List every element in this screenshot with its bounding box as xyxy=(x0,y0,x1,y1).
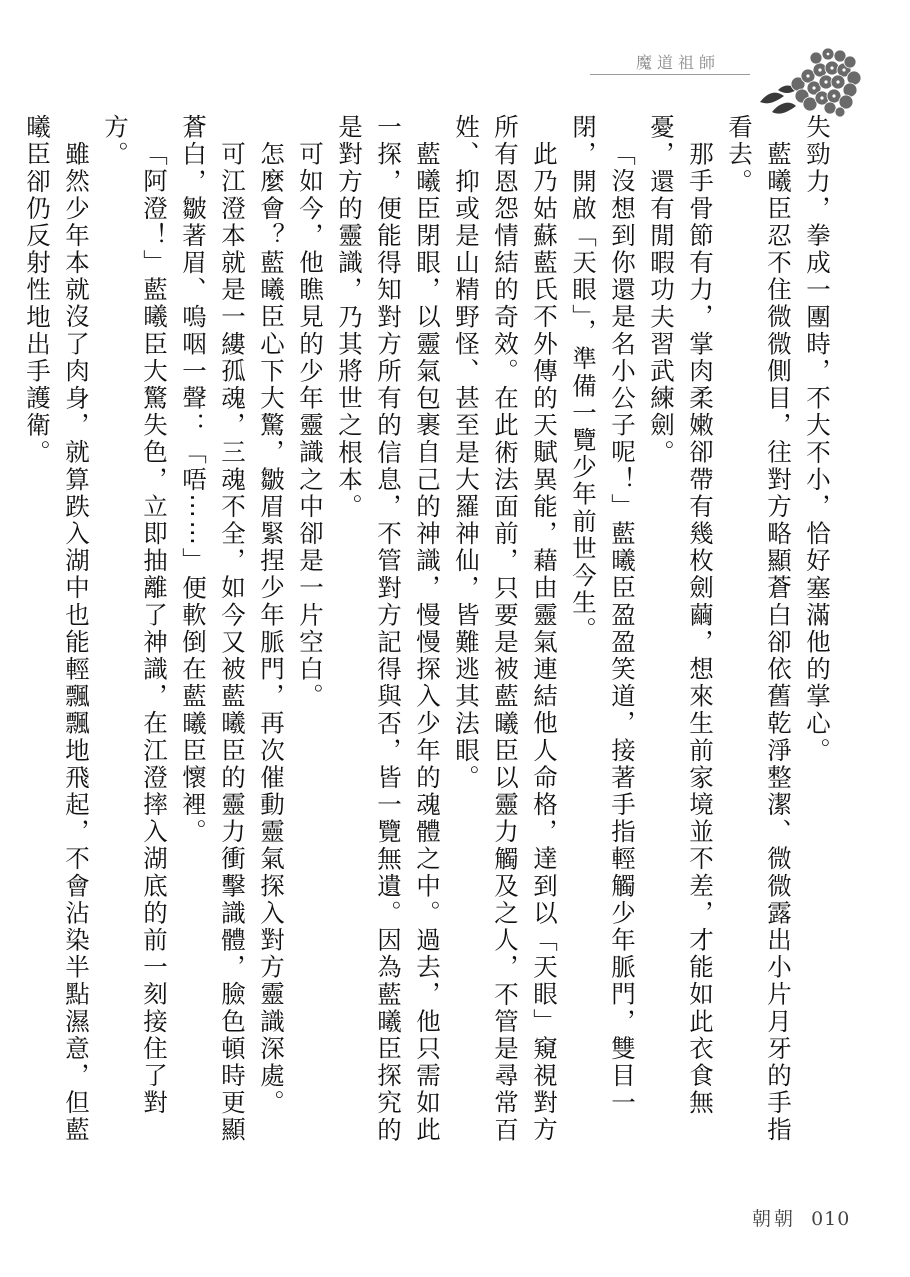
book-title: 魔道祖師 xyxy=(635,53,720,72)
paragraph-8: 怎麼會？藍曦臣心下大驚，皺眉緊捏少年脈門，再次催動靈氣探入對方靈識深處。 xyxy=(257,140,286,1117)
footer-running-title: 朝朝 xyxy=(752,1208,797,1230)
paragraph-2: 藍曦臣忍不住微微側目，往對方略顯蒼白卻依舊乾淨整潔、微微露出小片月牙的手指看去。 xyxy=(725,114,793,1144)
paragraph-6: 藍曦臣閉眼，以靈氣包裹自己的神識，慢慢探入少年的魂體之中。過去，他只需如此一探，便能得知對方所有的信息，不管對方記得與否，皆一覽無遺。因為藍曦臣探究的是對方的靈識，乃其將世之根本。 xyxy=(335,114,442,1144)
paragraph-1: 失勁力，拳成一團時，不大不小，恰好塞滿他的掌心。 xyxy=(803,114,832,765)
paragraph-7: 可如今，他瞧見的少年靈識之中卻是一片空白。 xyxy=(296,140,325,711)
hydrangea-flower-icon xyxy=(750,40,870,120)
page-number: 010 xyxy=(811,1208,851,1230)
page-footer xyxy=(752,1204,850,1231)
paragraph-5: 此乃姑蘇藍氏不外傳的天賦異能，藉由靈氣連結他人命格，達到以「天眼」窺視對方所有恩怨情結的奇效。在此術法面前，只要是被藍曦臣以靈力觸及之人，不管是尋常百姓、抑或是山精野怪、甚至是大羅神仙，皆難逃其法眼。 xyxy=(452,114,559,1144)
running-header xyxy=(570,40,870,120)
header-divider xyxy=(590,74,750,75)
paragraph-10: 「阿澄！」藍曦臣大驚失色，立即抽離了神識，在江澄摔入湖底的前一刻接住了對方。 xyxy=(101,114,169,1117)
paragraph-4: 「沒想到你還是名小公子呢！」藍曦臣盈盈笑道，接著手指輕觸少年脈門，雙目一閉，開啟「天眼」，準備一覽少年前世今生。 xyxy=(569,114,637,1117)
paragraph-11: 雖然少年本就沒了肉身，就算跌入湖中也能輕飄飄地飛起，不會沾染半點濕意，但藍曦臣卻仍反射性地出手護衛。 xyxy=(23,114,91,1144)
vertical-body-text xyxy=(23,114,837,1144)
paragraph-3: 那手骨節有力，掌肉柔嫩卻帶有幾枚劍繭，想來生前家境並不差，才能如此衣食無憂，還有閒暇功夫習武練劍。 xyxy=(647,114,715,1117)
paragraph-9: 可江澄本就是一縷孤魂，三魂不全，如今又被藍曦臣的靈力衝擊識體，臉色頓時更顯蒼白，皺著眉、嗚咽一聲：「唔⋯⋯」便軟倒在藍曦臣懷裡。 xyxy=(179,114,247,1144)
